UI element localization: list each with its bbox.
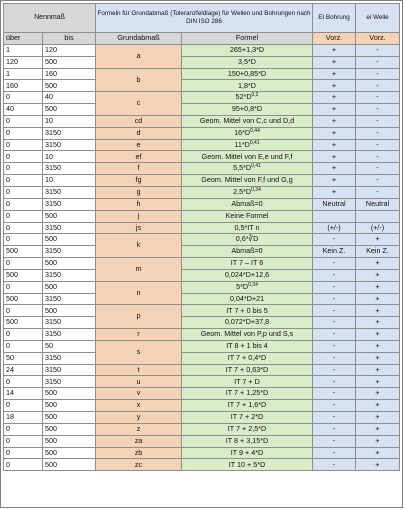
formel-cell (182, 115, 313, 127)
table-row (4, 400, 400, 412)
formel-text: 0,072*D+37,8 (224, 317, 270, 327)
grundabmass-header: Grundabmaß (96, 33, 182, 45)
bis-cell: 3150 (43, 293, 96, 305)
vorz-bohrung-cell: - (313, 305, 356, 317)
ueber-cell: 0 (4, 127, 43, 139)
vorz-bohrung-cell: Kein Z. (313, 246, 356, 258)
vorz-bohrung-cell: - (313, 435, 356, 447)
bis-cell: 3150 (43, 329, 96, 341)
formel-text: 2,5*D (233, 187, 252, 197)
bis-cell: 500 (43, 435, 96, 447)
grundabmass-cell: x (96, 400, 182, 412)
bis-cell: 500 (43, 234, 96, 246)
grundabmass-cell: z (96, 423, 182, 435)
table-row (4, 340, 400, 352)
vorz-bohrung-cell: - (313, 269, 356, 281)
table-row (4, 80, 400, 92)
grundabmass-cell: r (96, 329, 182, 341)
bis-cell: 120 (43, 44, 96, 56)
vorz-welle-cell: - (356, 186, 400, 198)
formel-cell (182, 400, 313, 412)
ueber-cell: 0 (4, 447, 43, 459)
grundabmass-cell: cd (96, 115, 182, 127)
vorz-bohrung-cell: - (313, 459, 356, 471)
vorz-bohrung-cell (313, 210, 356, 222)
grundabmass-cell: g (96, 186, 182, 198)
formel-cell (182, 435, 313, 447)
vorz-bohrung-cell: - (313, 317, 356, 329)
ueber-cell: 500 (4, 269, 43, 281)
formel-cell (182, 56, 313, 68)
grundabmass-cell: za (96, 435, 182, 447)
formel-text: 5,5*D (233, 163, 252, 173)
ueber-cell: 0 (4, 400, 43, 412)
table-row (4, 246, 400, 258)
formel-text: 265+1,3*D (229, 44, 265, 54)
table-row (4, 175, 400, 187)
ei-welle-header: ei Welle (356, 4, 400, 33)
vorz-welle-cell: - (356, 68, 400, 80)
formel-text: 11*D (234, 139, 250, 149)
table-row (4, 186, 400, 198)
vorz-bohrung-cell: + (313, 127, 356, 139)
formel-cell (182, 376, 313, 388)
table-row (4, 305, 400, 317)
ueber-cell: 0 (4, 435, 43, 447)
grundabmass-cell: p (96, 305, 182, 329)
bis-cell: 500 (43, 305, 96, 317)
vorz-bohrung-cell: - (313, 400, 356, 412)
grundabmass-cell: v (96, 388, 182, 400)
ueber-cell: 0 (4, 329, 43, 341)
formel-text: IT 8 + 3,15*D (225, 435, 269, 445)
formel-cell (182, 293, 313, 305)
formel-cell (182, 92, 313, 104)
formel-cell (182, 281, 313, 293)
bis-cell: 3150 (43, 186, 96, 198)
grundabmass-cell: b (96, 68, 182, 92)
bis-cell: 3150 (43, 246, 96, 258)
table-row (4, 364, 400, 376)
formel-cell (182, 305, 313, 317)
formel-text: Geom. Mittel von F,f und G,g (201, 175, 293, 185)
vorz-welle-cell: + (356, 269, 400, 281)
formel-text: 16*D (234, 127, 251, 137)
bis-cell: 500 (43, 210, 96, 222)
table-row (4, 269, 400, 281)
vorz-welle-cell: - (356, 80, 400, 92)
formel-cell (182, 222, 313, 234)
bis-cell: 500 (43, 56, 96, 68)
formel-cell (182, 80, 313, 92)
formel-text: Geom. Mittel von E,e und F,f (201, 151, 293, 161)
ueber-header: über (4, 33, 43, 45)
table-row (4, 258, 400, 270)
formel-text: Abmaß=0 (231, 246, 263, 256)
formel-cell (182, 163, 313, 175)
vorz-welle-cell: + (356, 376, 400, 388)
formel-text: 0,024*D+12,6 (224, 270, 270, 279)
vorz-bohrung-cell: + (313, 68, 356, 80)
vorz-welle-cell: Kein Z. (356, 246, 400, 258)
table-row (4, 127, 400, 139)
bis-cell: 500 (43, 388, 96, 400)
formel-text: IT 7 + 2,5*D (227, 423, 267, 433)
formel-cell (182, 269, 313, 281)
formel-exponent: 0,41 (251, 163, 261, 170)
formel-text: IT 8 + 1 bis 4 (226, 341, 268, 351)
formel-text: IT 7 + 2*D (230, 412, 264, 422)
vorz-welle-cell: + (356, 281, 400, 293)
vorz-bohrung-cell: + (313, 163, 356, 175)
formel-cell (182, 68, 313, 80)
ueber-cell: 14 (4, 388, 43, 400)
formel-text: IT 10 + 5*D (228, 459, 266, 469)
grundabmass-cell: y (96, 412, 182, 424)
formel-cell (182, 44, 313, 56)
grundabmass-cell: m (96, 258, 182, 282)
formel-cell (182, 388, 313, 400)
vorz-welle-cell: + (356, 340, 400, 352)
vorz-welle-cell: + (356, 400, 400, 412)
formel-text: IT 7 – IT 6 (230, 258, 264, 268)
ueber-cell: 0 (4, 423, 43, 435)
bis-cell: 500 (43, 400, 96, 412)
vorz-bohrung-cell: + (313, 104, 356, 116)
formel-text: 3,5*D (238, 56, 256, 66)
vorz-welle-cell: + (356, 364, 400, 376)
vorz-welle-cell: - (356, 127, 400, 139)
grundabmass-cell: a (96, 44, 182, 68)
bis-cell: 10 (43, 115, 96, 127)
table-row (4, 435, 400, 447)
formel-cell (182, 317, 313, 329)
formel-text: Abmaß=0 (231, 198, 263, 208)
bis-cell: 3150 (43, 127, 96, 139)
vorz-bohrung-cell: + (313, 44, 356, 56)
vorz-welle-cell: + (356, 388, 400, 400)
grundabmass-cell: d (96, 127, 182, 139)
table-row (4, 68, 400, 80)
grundabmass-cell: j (96, 210, 182, 222)
ueber-cell: 18 (4, 412, 43, 424)
bis-cell: 3150 (43, 222, 96, 234)
table-row (4, 317, 400, 329)
bis-cell: 3150 (43, 376, 96, 388)
formel-text: IT 9 + 4*D (230, 447, 264, 457)
vorz-bohrung-cell: (+/-) (313, 222, 356, 234)
table-row (4, 198, 400, 210)
vorz-bohrung-cell: + (313, 115, 356, 127)
vorz-welle-header: Vorz. (356, 33, 400, 45)
grundabmass-cell: e (96, 139, 182, 151)
vorz-bohrung-cell: + (313, 92, 356, 104)
vorz-welle-cell: + (356, 293, 400, 305)
vorz-bohrung-cell: - (313, 293, 356, 305)
header-row (4, 4, 400, 33)
grundabmass-cell: t (96, 364, 182, 376)
ueber-cell: 120 (4, 56, 43, 68)
ueber-cell: 0 (4, 210, 43, 222)
formel-cell (182, 139, 313, 151)
bis-cell: 3150 (43, 269, 96, 281)
formel-text: Geom. Mittel von C,c und D,d (199, 116, 295, 126)
ueber-cell: 0 (4, 340, 43, 352)
table-row (4, 293, 400, 305)
vorz-welle-cell: - (356, 56, 400, 68)
ueber-cell: 24 (4, 364, 43, 376)
vorz-welle-cell: - (356, 92, 400, 104)
vorz-welle-cell: - (356, 151, 400, 163)
formel-text: IT 7 + 0 bis 5 (226, 305, 268, 315)
ueber-cell: 0 (4, 258, 43, 270)
grundabmass-cell: zc (96, 459, 182, 471)
ueber-cell: 50 (4, 352, 43, 364)
vorz-bohrung-cell: - (313, 281, 356, 293)
grundabmass-cell: k (96, 234, 182, 258)
vorz-bohrung-cell: - (313, 388, 356, 400)
bis-cell: 160 (43, 68, 96, 80)
vorz-bohrung-cell: + (313, 151, 356, 163)
vorz-bohrung-cell: + (313, 139, 356, 151)
table-row (4, 151, 400, 163)
vorz-welle-cell: - (356, 115, 400, 127)
bis-cell: 3150 (43, 163, 96, 175)
table-row (4, 222, 400, 234)
bis-cell: 500 (43, 447, 96, 459)
table-row (4, 388, 400, 400)
table-row (4, 352, 400, 364)
vorz-welle-cell: + (356, 329, 400, 341)
ueber-cell: 0 (4, 115, 43, 127)
ueber-cell: 0 (4, 376, 43, 388)
formel-text: 5*D (236, 281, 249, 291)
table-row (4, 115, 400, 127)
formel-cell (182, 352, 313, 364)
vorz-bohrung-cell: - (313, 376, 356, 388)
ueber-cell: 500 (4, 246, 43, 258)
formel-cell (182, 423, 313, 435)
formel-cell (182, 234, 313, 246)
bis-cell: 10 (43, 151, 96, 163)
formel-text: IT 7 + 0,4*D (227, 352, 267, 362)
table-row (4, 104, 400, 116)
grundabmass-cell: zb (96, 447, 182, 459)
ueber-cell: 500 (4, 317, 43, 329)
ueber-cell: 160 (4, 80, 43, 92)
vorz-bohrung-cell: + (313, 56, 356, 68)
formel-text: IT 7 + 0,63*D (225, 364, 269, 374)
formel-header: Formel (182, 33, 313, 45)
ueber-cell: 0 (4, 305, 43, 317)
bis-cell: 3150 (43, 317, 96, 329)
vorz-bohrung-header: Vorz. (313, 33, 356, 45)
formel-cell (182, 151, 313, 163)
formel-cell (182, 364, 313, 376)
bis-cell: 500 (43, 80, 96, 92)
ueber-cell: 40 (4, 104, 43, 116)
bis-cell: 500 (43, 423, 96, 435)
formeln-title-header: Formeln für Grundabmaß (Toleranzfeldlage) für Wellen und Bohrungen nach DIN ISO 286 (96, 4, 313, 33)
vorz-bohrung-cell: - (313, 364, 356, 376)
formel-exponent: 0,41 (249, 139, 260, 146)
bis-header: bis (43, 33, 96, 45)
vorz-welle-cell: + (356, 352, 400, 364)
vorz-bohrung-cell: - (313, 340, 356, 352)
vorz-bohrung-cell: - (313, 258, 356, 270)
ueber-cell: 0 (4, 222, 43, 234)
ueber-cell: 0 (4, 163, 43, 175)
vorz-welle-cell: - (356, 44, 400, 56)
formel-text: 1,8*D (238, 80, 256, 90)
ueber-cell: 0 (4, 186, 43, 198)
vorz-welle-cell: Neutral (356, 198, 400, 210)
vorz-welle-cell: - (356, 139, 400, 151)
formel-text: IT 7 + 1,6*D (227, 400, 267, 410)
formel-cell (182, 459, 313, 471)
bis-cell: 50 (43, 340, 96, 352)
formel-cell (182, 340, 313, 352)
grundabmass-cell: s (96, 340, 182, 364)
table-row (4, 56, 400, 68)
bis-cell: 3150 (43, 352, 96, 364)
formel-text: 52*D (235, 92, 252, 102)
table-row (4, 139, 400, 151)
grundabmass-cell: js (96, 222, 182, 234)
vorz-bohrung-cell: + (313, 186, 356, 198)
table-row (4, 329, 400, 341)
grundabmass-cell: f (96, 163, 182, 175)
ueber-cell: 1 (4, 44, 43, 56)
ueber-cell: 0 (4, 139, 43, 151)
formel-cell (182, 104, 313, 116)
bis-cell: 40 (43, 92, 96, 104)
formel-text: 150+0,85*D (227, 68, 267, 78)
table-row (4, 412, 400, 424)
ueber-cell: 0 (4, 234, 43, 246)
formel-cell (182, 198, 313, 210)
vorz-bohrung-cell: - (313, 352, 356, 364)
vorz-welle-cell: - (356, 104, 400, 116)
bis-cell: 3150 (43, 198, 96, 210)
formel-text: 0,04*D+21 (229, 293, 265, 303)
vorz-welle-cell: + (356, 447, 400, 459)
vorz-welle-cell: + (356, 234, 400, 246)
table-row (4, 281, 400, 293)
formel-cell (182, 175, 313, 187)
ei-bohrung-header: EI Bohrung (313, 4, 356, 33)
formel-exponent: 0,34 (251, 187, 261, 194)
vorz-bohrung-cell: - (313, 423, 356, 435)
bis-cell: 500 (43, 258, 96, 270)
vorz-welle-cell: (+/-) (356, 222, 400, 234)
formel-text: IT 7 + 1,25*D (225, 388, 269, 398)
table-row (4, 459, 400, 471)
vorz-welle-cell: + (356, 435, 400, 447)
formel-exponent: 0,44 (250, 127, 260, 134)
vorz-welle-cell: - (356, 175, 400, 187)
table-row (4, 210, 400, 222)
grundabmass-cell: n (96, 281, 182, 305)
bis-cell: 500 (43, 281, 96, 293)
grundabmass-cell: u (96, 376, 182, 388)
vorz-bohrung-cell: Neutral (313, 198, 356, 210)
formel-cell (182, 246, 313, 258)
bis-cell: 3150 (43, 364, 96, 376)
vorz-welle-cell: + (356, 317, 400, 329)
grundabmass-cell: ef (96, 151, 182, 163)
table-row (4, 92, 400, 104)
table-row (4, 44, 400, 56)
ueber-cell: 0 (4, 151, 43, 163)
table-row (4, 447, 400, 459)
formel-text: Keine Formel (225, 210, 269, 220)
bis-cell: 3150 (43, 139, 96, 151)
table-row (4, 376, 400, 388)
grundabmass-cell: c (96, 92, 182, 116)
vorz-welle-cell: + (356, 459, 400, 471)
formel-cell (182, 447, 313, 459)
table-row (4, 163, 400, 175)
vorz-welle-cell: + (356, 423, 400, 435)
vorz-welle-cell (356, 210, 400, 222)
grundabmass-table (3, 3, 400, 471)
bis-cell: 10 (43, 175, 96, 187)
vorz-bohrung-cell: + (313, 80, 356, 92)
formel-cell (182, 127, 313, 139)
vorz-bohrung-cell: - (313, 412, 356, 424)
ueber-cell: 0 (4, 92, 43, 104)
vorz-bohrung-cell: - (313, 234, 356, 246)
formel-cell (182, 412, 313, 424)
formel-exponent: 0,2 (251, 92, 259, 99)
formel-cell (182, 258, 313, 270)
formel-cell (182, 186, 313, 198)
grundabmass-cell: h (96, 198, 182, 210)
grundabmass-cell: fg (96, 175, 182, 187)
vorz-welle-cell: + (356, 258, 400, 270)
formel-text: IT 7 + D (234, 376, 260, 386)
formel-text: 0,5*IT n (234, 222, 260, 232)
ueber-cell: 500 (4, 293, 43, 305)
vorz-welle-cell: + (356, 412, 400, 424)
formel-text: 95+0,8*D (231, 104, 263, 114)
bis-cell: 500 (43, 459, 96, 471)
vorz-bohrung-cell: - (313, 447, 356, 459)
ueber-cell: 0 (4, 281, 43, 293)
ueber-cell: 0 (4, 175, 43, 187)
vorz-bohrung-cell: + (313, 175, 356, 187)
table-row (4, 423, 400, 435)
formel-exponent: 0,34 (248, 281, 258, 288)
nennmass-header: Nennmaß (4, 4, 96, 33)
ueber-cell: 0 (4, 198, 43, 210)
table-row (4, 234, 400, 246)
vorz-welle-cell: - (356, 163, 400, 175)
ueber-cell: 1 (4, 68, 43, 80)
formel-text: Geom. Mittel von P,p und S,s (200, 329, 294, 339)
formel-cell (182, 210, 313, 222)
vorz-welle-cell: + (356, 305, 400, 317)
subheader-row (4, 33, 400, 45)
vorz-bohrung-cell: - (313, 329, 356, 341)
formel-text: 0,6*∛D (235, 234, 259, 244)
ueber-cell: 0 (4, 459, 43, 471)
bis-cell: 500 (43, 412, 96, 424)
bis-cell: 500 (43, 104, 96, 116)
formel-cell (182, 329, 313, 341)
